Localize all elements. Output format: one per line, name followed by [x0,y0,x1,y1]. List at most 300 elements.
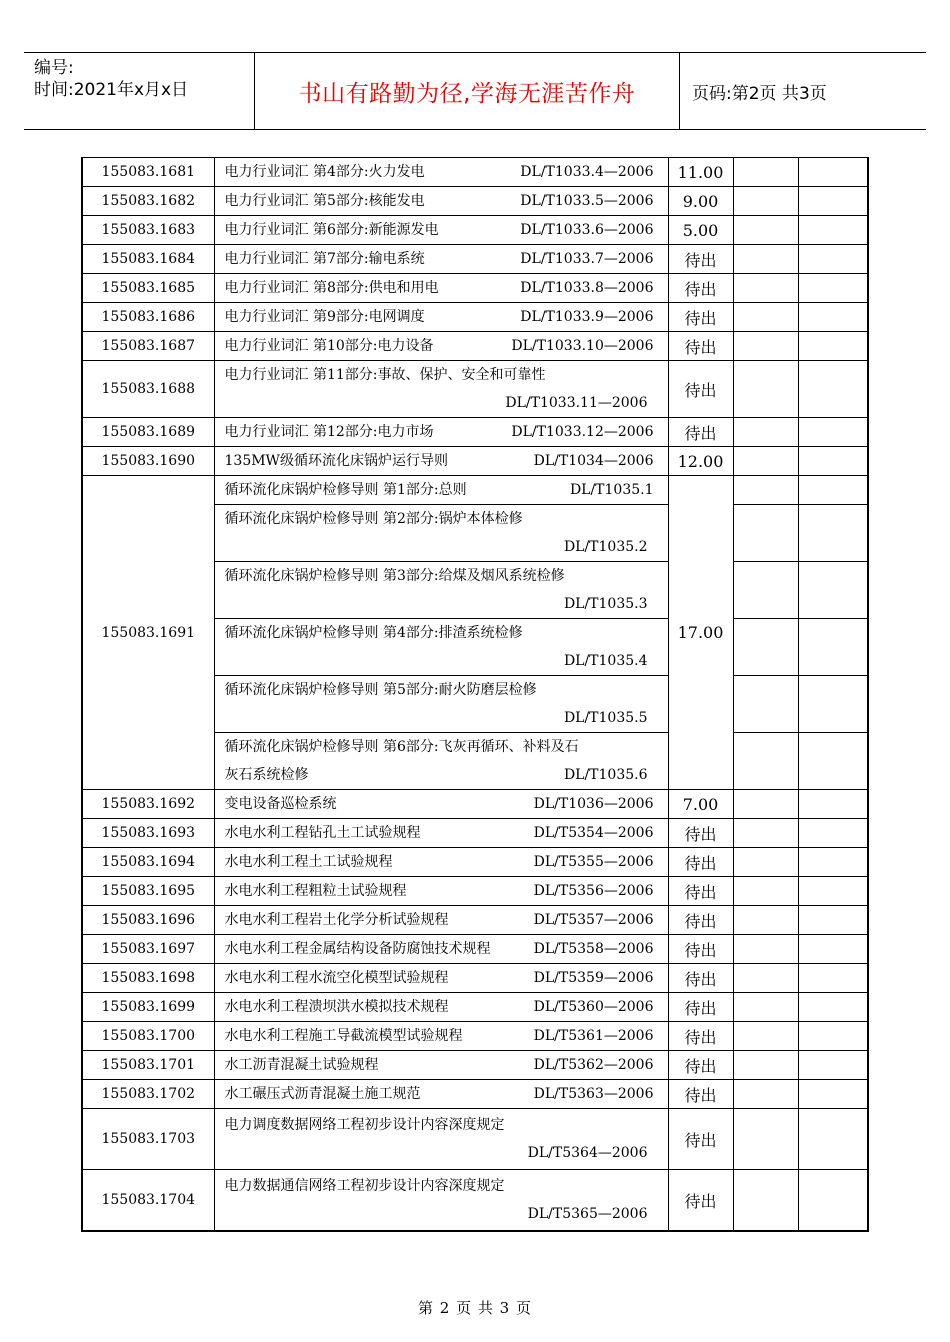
item-price: 12.00 [677,451,724,471]
item-code: 155083.1691 [101,624,196,641]
blank-cell [798,676,868,733]
item-title-cell [214,906,668,935]
blank-cell [733,562,798,619]
table-row [82,848,868,877]
item-code-cell [82,303,214,332]
blank-cell [798,848,868,877]
item-standard: DL/T5365—2006 [527,1206,648,1222]
title-line [225,505,662,533]
title-line [225,1051,662,1079]
item-code-cell [82,361,214,418]
item-title-cell [214,1170,668,1232]
title-line [225,303,662,331]
item-price: 待出 [684,1085,717,1105]
item-code: 155083.1703 [101,1131,196,1147]
blank-cell [733,476,798,505]
item-price-cell [668,418,733,447]
item-price-cell [668,1109,733,1170]
title-line [225,877,662,905]
blank-cell [798,332,868,361]
item-price: 9.00 [682,191,719,211]
item-standard: DL/T5360—2006 [533,999,654,1015]
item-title: 水电水利工程施工导截流模型试验规程 [224,1028,463,1044]
table-row [82,819,868,848]
blank-cell [798,906,868,935]
blank-cell [798,877,868,906]
item-price: 待出 [684,423,717,443]
blank-cell [798,790,868,819]
item-standard: DL/T1033.10—2006 [511,338,654,354]
item-price-cell [668,1051,733,1080]
standard-line [225,647,662,675]
item-standard: DL/T5364—2006 [527,1145,648,1161]
blank-cell [798,819,868,848]
header-meta [34,57,262,101]
item-code-cell [82,476,214,790]
item-standard: DL/T1035.2 [563,539,648,555]
blank-cell [798,303,868,332]
item-standard: DL/T1033.4—2006 [520,164,654,180]
item-code-cell [82,790,214,819]
blank-cell [733,1022,798,1051]
title-line [225,676,662,704]
blank-cell [733,1170,798,1232]
item-title: 水电水利工程金属结构设备防腐蚀技术规程 [224,941,491,957]
blank-cell [733,158,798,187]
blank-cell [733,245,798,274]
item-code: 155083.1688 [101,381,196,397]
item-price-cell [668,790,733,819]
item-title: 电力行业词汇 第8部分:供电和用电 [224,280,439,296]
item-code: 155083.1695 [101,883,196,899]
item-title: 电力行业词汇 第5部分:核能发电 [224,193,425,209]
blank-cell [798,935,868,964]
item-title-cell [214,505,668,562]
item-title: 电力行业词汇 第4部分:火力发电 [224,164,425,180]
item-title-cell [214,447,668,476]
item-code-cell [82,1022,214,1051]
item-title-cell [214,418,668,447]
blank-cell [798,216,868,245]
item-standard: DL/T5357—2006 [533,912,654,928]
item-title: 水电水利工程溃坝洪水模拟技术规程 [224,999,449,1015]
item-title-cell [214,187,668,216]
item-title-cell [214,676,668,733]
item-title: 电力行业词汇 第10部分:电力设备 [224,338,434,354]
item-price-cell [668,1080,733,1109]
item-code: 155083.1701 [101,1057,196,1073]
item-code: 155083.1684 [101,251,196,267]
title-line [225,418,662,446]
item-standard: DL/T1034—2006 [533,453,654,469]
item-title: 电力行业词汇 第11部分:事故、保护、安全和可靠性 [224,367,546,383]
blank-cell [733,303,798,332]
item-standard: DL/T1036—2006 [533,796,654,812]
item-price: 待出 [684,380,717,400]
item-title: 循环流化床锅炉检修导则 第2部分:锅炉本体检修 [224,511,523,527]
item-title: 电力数据通信网络工程初步设计内容深度规定 [224,1178,505,1194]
blank-cell [733,447,798,476]
title-line [225,476,662,504]
item-standard: DL/T1035.5 [563,710,648,726]
blank-cell [798,158,868,187]
item-title-cell [214,733,668,790]
blank-cell [733,877,798,906]
item-title-cell [214,819,668,848]
item-price-cell [668,332,733,361]
item-title: 水电水利工程粗粒土试验规程 [224,883,407,899]
item-code-cell [82,274,214,303]
table-row [82,1022,868,1051]
item-price: 待出 [684,279,717,299]
table-row [82,935,868,964]
title-line [225,964,662,992]
item-title-cell [214,303,668,332]
item-price: 待出 [684,1130,717,1150]
blank-cell [798,562,868,619]
item-standard: DL/T5356—2006 [533,883,654,899]
item-title-cell [214,476,668,505]
item-standard: DL/T5362—2006 [533,1057,654,1073]
blank-cell [733,216,798,245]
blank-cell [798,1109,868,1170]
item-code-cell [82,819,214,848]
item-code-cell [82,245,214,274]
standard-line [225,533,662,561]
table-row [82,418,868,447]
item-code: 155083.1699 [101,999,196,1015]
blank-cell [733,187,798,216]
blank-cell [798,505,868,562]
standard-line [225,1139,662,1167]
blank-cell [798,476,868,505]
table-row [82,906,868,935]
item-code: 155083.1683 [101,222,196,238]
item-code: 155083.1693 [101,825,196,841]
item-standard: DL/T5355—2006 [533,854,654,870]
standard-line [225,590,662,618]
title-line [225,819,662,847]
item-standard: DL/T1033.7—2006 [520,251,654,267]
item-title: 循环流化床锅炉检修导则 第3部分:给煤及烟风系统检修 [224,568,565,584]
item-title-cell [214,216,668,245]
table-row [82,361,868,418]
item-price-cell [668,848,733,877]
blank-cell [798,993,868,1022]
item-price: 待出 [684,911,717,931]
table-row [82,790,868,819]
blank-cell [798,733,868,790]
item-price-cell [668,476,733,790]
item-code-cell [82,332,214,361]
table-row [82,216,868,245]
item-price: 待出 [684,250,717,270]
blank-cell [798,964,868,993]
item-title: 水工碾压式沥青混凝土施工规范 [224,1086,421,1102]
item-standard: DL/T5359—2006 [533,970,654,986]
blank-cell [733,1051,798,1080]
item-price-cell [668,447,733,476]
catalog-table [81,157,869,1232]
item-standard: DL/T1035.6 [563,767,648,783]
standard-line [225,761,662,789]
table-row [82,187,868,216]
blank-cell [733,676,798,733]
item-code: 155083.1686 [101,309,196,325]
item-price: 11.00 [677,162,724,182]
item-standard: DL/T5358—2006 [533,941,654,957]
item-price: 待出 [684,1191,717,1211]
blank-cell [733,361,798,418]
title-line [225,906,662,934]
item-code: 155083.1681 [101,164,196,180]
blank-cell [733,906,798,935]
item-price-cell [668,187,733,216]
table-row [82,964,868,993]
item-title: 变电设备巡检系统 [224,796,337,812]
item-title: 循环流化床锅炉检修导则 第4部分:排渣系统检修 [224,625,523,641]
item-code-cell [82,1080,214,1109]
item-price-cell [668,158,733,187]
item-title-cell [214,1051,668,1080]
title-line [225,790,662,818]
item-title: 电力行业词汇 第7部分:输电系统 [224,251,425,267]
item-code-cell [82,187,214,216]
item-price-cell [668,935,733,964]
item-standard: DL/T5361—2006 [533,1028,654,1044]
item-code: 155083.1692 [101,796,196,812]
item-price-cell [668,245,733,274]
table-row [82,303,868,332]
table-row [82,245,868,274]
table-row [82,1170,868,1232]
item-standard: DL/T5354—2006 [533,825,654,841]
standard-line [225,704,662,732]
blank-cell [798,447,868,476]
blank-cell [798,1170,868,1232]
item-code: 155083.1689 [101,424,196,440]
item-title: 循环流化床锅炉检修导则 第6部分:飞灰再循环、补料及石 [224,739,579,755]
title-line [225,1172,662,1200]
item-price-cell [668,361,733,418]
item-standard: DL/T1035.1 [569,482,654,498]
item-title-cell [214,993,668,1022]
item-standard: DL/T1033.6—2006 [520,222,654,238]
item-title-cell [214,1080,668,1109]
table-row [82,332,868,361]
blank-cell [733,993,798,1022]
item-code-cell [82,216,214,245]
title-line [225,1022,662,1050]
item-title-cell [214,877,668,906]
blank-cell [798,274,868,303]
item-title: 电力行业词汇 第9部分:电网调度 [224,309,425,325]
item-price-cell [668,303,733,332]
blank-cell [798,619,868,676]
item-price: 待出 [684,969,717,989]
item-title-cell [214,361,668,418]
blank-cell [733,505,798,562]
title-line [225,848,662,876]
title-line [225,158,662,186]
item-title-cell [214,790,668,819]
item-code: 155083.1704 [101,1192,196,1208]
blank-cell [798,1022,868,1051]
blank-cell [733,619,798,676]
item-title-cell [214,1109,668,1170]
item-price: 待出 [684,308,717,328]
item-price-cell [668,993,733,1022]
document-number-label: 编号: [34,58,74,78]
table-row [82,476,868,505]
blank-cell [733,418,798,447]
title-line [225,245,662,273]
blank-cell [798,1051,868,1080]
item-code-cell [82,935,214,964]
title-line [225,1080,662,1108]
standard-line [225,389,662,417]
item-title-cell [214,619,668,676]
item-title: 水电水利工程水流空化模型试验规程 [224,970,449,986]
item-price-cell [668,819,733,848]
standard-line [225,1200,662,1228]
title-line [225,1111,662,1139]
title-line [225,993,662,1021]
blank-cell [798,1080,868,1109]
title-line [225,733,662,761]
item-price-cell [668,1170,733,1232]
item-price: 5.00 [682,220,719,240]
item-title: 电力行业词汇 第6部分:新能源发电 [224,222,439,238]
item-title-cell [214,274,668,303]
item-title: 电力调度数据网络工程初步设计内容深度规定 [224,1117,505,1133]
item-code-cell [82,447,214,476]
item-title: 循环流化床锅炉检修导则 第1部分:总则 [224,482,467,498]
item-standard: DL/T1033.8—2006 [520,280,654,296]
item-price-cell [668,964,733,993]
title-line [225,187,662,215]
table-row [82,274,868,303]
title-line [225,332,662,360]
blank-cell [733,1109,798,1170]
title-line [225,562,662,590]
item-price: 待出 [684,1056,717,1076]
blank-cell [733,332,798,361]
item-price-cell [668,1022,733,1051]
blank-cell [733,964,798,993]
item-standard: DL/T1033.5—2006 [520,193,654,209]
item-title-continued: 灰石系统检修 [224,767,309,783]
title-line [225,216,662,244]
title-line [225,274,662,302]
blank-cell [733,790,798,819]
item-title: 水工沥青混凝土试验规程 [224,1057,379,1073]
item-standard: DL/T1033.9—2006 [520,309,654,325]
table-row [82,447,868,476]
item-standard: DL/T1033.11—2006 [505,395,648,411]
item-title-cell [214,562,668,619]
table-row [82,877,868,906]
blank-cell [798,361,868,418]
item-code: 155083.1694 [101,854,196,870]
item-title-cell [214,935,668,964]
item-standard: DL/T5363—2006 [533,1086,654,1102]
item-code-cell [82,964,214,993]
catalog-table-body [82,158,868,1232]
item-price: 待出 [684,853,717,873]
item-code: 155083.1702 [101,1086,196,1102]
item-title: 135MW级循环流化床锅炉运行导则 [224,453,448,469]
item-code-cell [82,877,214,906]
item-title-cell [214,158,668,187]
title-line [225,361,662,389]
item-standard: DL/T1035.3 [563,596,648,612]
item-code-cell [82,158,214,187]
table-row [82,1080,868,1109]
table-row [82,1051,868,1080]
item-code-cell [82,906,214,935]
page-footer: 第 2 页 共 3 页 [418,1299,532,1317]
item-code: 155083.1698 [101,970,196,986]
item-code: 155083.1690 [101,453,196,469]
item-code-cell [82,418,214,447]
item-price: 7.00 [682,794,719,814]
blank-cell [733,935,798,964]
document-time-label: 时间:2021年x月x日 [34,80,189,100]
item-standard: DL/T1033.12—2006 [511,424,654,440]
blank-cell [733,733,798,790]
item-title: 水电水利工程岩土化学分析试验规程 [224,912,449,928]
header-slogan: 书山有路勤为径,学海无涯苦作舟 [298,80,636,107]
item-price: 待出 [684,940,717,960]
title-line [225,935,662,963]
blank-cell [733,274,798,303]
item-price-cell [668,877,733,906]
item-price: 17.00 [677,623,724,642]
item-price-cell [668,906,733,935]
item-code-cell [82,1051,214,1080]
page-header [24,52,926,130]
item-code-cell [82,993,214,1022]
item-title-cell [214,964,668,993]
item-code: 155083.1696 [101,912,196,928]
item-price: 待出 [684,882,717,902]
item-code-cell [82,848,214,877]
item-standard: DL/T1035.4 [563,653,648,669]
blank-cell [733,848,798,877]
blank-cell [733,1080,798,1109]
item-code: 155083.1682 [101,193,196,209]
item-title: 电力行业词汇 第12部分:电力市场 [224,424,434,440]
blank-cell [798,245,868,274]
table-row [82,993,868,1022]
blank-cell [798,187,868,216]
item-code: 155083.1700 [101,1028,196,1044]
item-price: 待出 [684,1027,717,1047]
table-row [82,158,868,187]
title-line [225,447,662,475]
item-code: 155083.1697 [101,941,196,957]
item-price: 待出 [684,824,717,844]
item-code: 155083.1687 [101,338,196,354]
blank-cell [733,819,798,848]
item-code-cell [82,1109,214,1170]
item-price: 待出 [684,998,717,1018]
item-price-cell [668,274,733,303]
item-title-cell [214,245,668,274]
item-title: 水电水利工程土工试验规程 [224,854,393,870]
title-line [225,619,662,647]
